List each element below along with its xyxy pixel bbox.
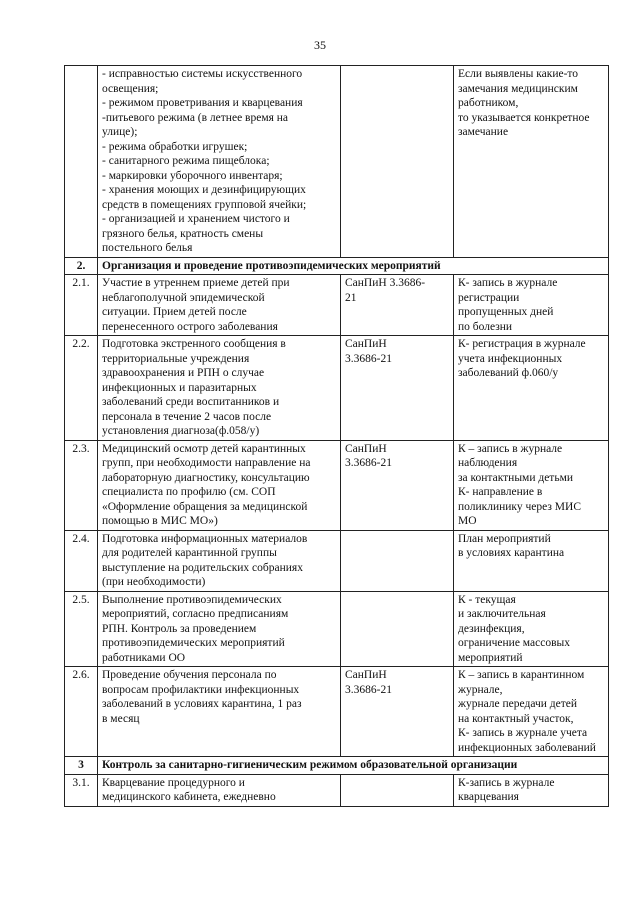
activity-cell-line: специалиста по профилю (см. СОП — [102, 486, 276, 498]
activity-cell-line: Медицинский осмотр детей карантинных — [102, 442, 306, 455]
basis-cell — [341, 774, 454, 806]
note-cell-line: МО — [458, 515, 477, 527]
item-number: 2.5. — [65, 591, 98, 667]
note-cell-line: в условиях карантина — [458, 547, 565, 559]
activity-cell-line: территориальные учреждения — [102, 352, 250, 365]
activity-cell-line: улице); — [102, 126, 138, 138]
activity-cell-line: заболеваний среди воспитанников и — [102, 396, 280, 408]
activity-cell-line: мероприятий, согласно предписаниям — [102, 608, 289, 620]
note-cell-line: пропущенных дней — [458, 306, 554, 318]
activity-cell-line: (при необходимости) — [102, 576, 206, 588]
note-cell-line: К- регистрация в журнале — [458, 338, 586, 350]
activity-cell — [98, 530, 341, 591]
activity-cell-line: средств в помещениях групповой ячейки; — [102, 198, 307, 211]
item-number: 2.3. — [65, 440, 98, 530]
basis-cell-line: СанПиН — [345, 338, 387, 350]
activity-cell — [98, 591, 341, 667]
table-row — [65, 66, 609, 258]
activity-cell — [98, 275, 341, 336]
basis-cell-line: 21 — [345, 291, 357, 304]
activity-cell-line: Участие в утреннем приеме детей при — [102, 277, 290, 289]
activity-cell-line: - режимом проветривания и кварцевания — [102, 97, 303, 109]
control-plan-table — [64, 65, 609, 807]
activity-cell-line: вопросам профилактики инфекционных — [102, 683, 300, 696]
note-cell-line: инфекционных заболеваний — [458, 741, 596, 754]
note-cell-line: то указывается конкретное — [458, 111, 590, 124]
activity-cell — [98, 336, 341, 441]
activity-cell-line: ситуации. Прием детей после — [102, 306, 247, 318]
note-cell-line: заболеваний ф.060/у — [458, 367, 559, 379]
activity-cell-line: - санитарного режима пищеблока; — [102, 155, 270, 167]
activity-cell-line: работниками ОО — [102, 651, 186, 664]
note-cell-line: К- запись в журнале учета — [458, 727, 588, 739]
table-row — [65, 440, 609, 530]
basis-cell-line: СанПиН — [345, 669, 387, 681]
activity-cell-line: медицинского кабинета, ежедневно — [102, 791, 276, 803]
note-cell-line: дезинфекция, — [458, 622, 525, 635]
note-cell-line: К- запись в журнале — [458, 277, 558, 289]
page-number: 35 — [314, 38, 326, 52]
activity-cell-line: -питьевого режима (в летнее время на — [102, 111, 289, 124]
table-row — [65, 530, 609, 591]
basis-cell — [341, 336, 454, 441]
activity-cell-line: инфекционных и паразитарных — [102, 381, 257, 394]
activity-cell-line: освещения; — [102, 82, 159, 95]
note-cell — [454, 336, 609, 441]
note-cell-line: работником, — [458, 97, 519, 109]
activity-cell-line: постельного белья — [102, 242, 193, 254]
activity-cell — [98, 774, 341, 806]
activity-cell-line: здравоохранения и РПН о случае — [102, 367, 265, 379]
activity-cell-line: персонала в течение 2 часов после — [102, 410, 272, 423]
activity-cell-line: грязного белья, кратность смены — [102, 227, 264, 240]
note-cell-line: Если выявлены какие-то — [458, 68, 579, 80]
basis-cell-line: СанПиН 3.3686- — [345, 277, 426, 289]
note-cell-line: кварцевания — [458, 791, 519, 803]
basis-cell — [341, 66, 454, 258]
basis-cell — [341, 667, 454, 757]
basis-cell-line: 3.3686-21 — [345, 457, 392, 469]
note-cell-line: по болезни — [458, 320, 513, 333]
note-cell-line: К – запись в карантинном — [458, 669, 585, 681]
basis-cell — [341, 275, 454, 336]
note-cell-line: учета инфекционных — [458, 352, 563, 365]
activity-cell-line: Выполнение противоэпидемических — [102, 593, 282, 606]
note-cell-line: журнале, — [458, 683, 503, 696]
activity-cell-line: Подготовка информационных материалов — [102, 532, 308, 545]
activity-cell-line: выступление на родительских собраниях — [102, 561, 303, 574]
basis-cell — [341, 591, 454, 667]
activity-cell-line: Подготовка экстренного сообщения в — [102, 338, 286, 350]
activity-cell-line: - организацией и хранением чистого и — [102, 213, 290, 225]
activity-cell-line: - исправностью системы искусственного — [102, 68, 303, 80]
table-row — [65, 336, 609, 441]
table-body — [65, 66, 609, 807]
note-cell-line: регистрации — [458, 291, 520, 304]
activity-cell-line: групп, при необходимости направление на — [102, 457, 311, 469]
note-cell-line: К-запись в журнале — [458, 776, 555, 789]
basis-cell — [341, 530, 454, 591]
activity-cell — [98, 66, 341, 258]
basis-cell-line: СанПиН — [345, 442, 387, 455]
activity-cell-line: в месяц — [102, 712, 140, 725]
note-cell — [454, 66, 609, 258]
item-number — [65, 66, 98, 258]
note-cell-line: на контактный участок, — [458, 712, 574, 725]
activity-cell-line: помощью в МИС МО») — [102, 515, 218, 527]
note-cell-line: План мероприятий — [458, 532, 551, 545]
table-row — [65, 591, 609, 667]
section-title: Организация и проведение противоэпидемических мероприятий — [98, 257, 609, 275]
section-number: 3 — [65, 757, 98, 775]
note-cell-line: наблюдения — [458, 457, 518, 469]
activity-cell-line: лабораторную диагностику, консультацию — [102, 471, 310, 484]
item-number: 2.2. — [65, 336, 98, 441]
note-cell — [454, 530, 609, 591]
note-cell-line: ограничение массовых — [458, 637, 570, 649]
activity-cell-line: Кварцевание процедурного и — [102, 776, 245, 789]
section-title: Контроль за санитарно-гигиеническим режимом образовательной организации — [98, 757, 609, 775]
activity-cell-line: Проведение обучения персонала по — [102, 669, 277, 681]
activity-cell-line: для родителей карантинной группы — [102, 547, 277, 559]
note-cell-line: замечание — [458, 126, 509, 138]
basis-cell-line: 3.3686-21 — [345, 683, 392, 696]
activity-cell-line: - маркировки уборочного инвентаря; — [102, 169, 283, 182]
note-cell — [454, 591, 609, 667]
note-cell — [454, 440, 609, 530]
note-cell-line: К- направление в — [458, 486, 543, 498]
note-cell — [454, 275, 609, 336]
note-cell-line: К – запись в журнале — [458, 442, 563, 455]
note-cell-line: за контактными детьми — [458, 471, 574, 484]
note-cell-line: журнале передачи детей — [458, 698, 578, 710]
section-number: 2. — [65, 257, 98, 275]
activity-cell-line: РПН. Контроль за проведением — [102, 622, 257, 635]
section-row — [65, 257, 609, 275]
note-cell-line: поликлинику через МИС — [458, 500, 581, 513]
item-number: 2.1. — [65, 275, 98, 336]
activity-cell-line: неблагополучной эпидемической — [102, 291, 265, 304]
basis-cell-line: 3.3686-21 — [345, 352, 392, 365]
activity-cell-line: - режима обработки игрушек; — [102, 140, 248, 153]
note-cell — [454, 667, 609, 757]
activity-cell-line: установления диагноза(ф.058/у) — [102, 425, 260, 437]
note-cell — [454, 774, 609, 806]
note-cell-line: мероприятий — [458, 651, 523, 664]
basis-cell — [341, 440, 454, 530]
item-number: 2.6. — [65, 667, 98, 757]
activity-cell-line: перенесенного острого заболевания — [102, 320, 278, 333]
activity-cell-line: противоэпидемических мероприятий — [102, 637, 285, 649]
table-row — [65, 774, 609, 806]
item-number: 3.1. — [65, 774, 98, 806]
section-row — [65, 757, 609, 775]
activity-cell-line: заболеваний в условиях карантина, 1 раз — [102, 698, 302, 710]
activity-cell — [98, 667, 341, 757]
activity-cell — [98, 440, 341, 530]
note-cell-line: К - текущая — [458, 593, 516, 606]
table-row — [65, 275, 609, 336]
table-row — [65, 667, 609, 757]
activity-cell-line: - хранения моющих и дезинфицирующих — [102, 184, 306, 196]
note-cell-line: и заключительная — [458, 608, 546, 620]
activity-cell-line: «Оформление обращения за медицинской — [102, 500, 308, 513]
item-number: 2.4. — [65, 530, 98, 591]
note-cell-line: замечания медицинским — [458, 82, 578, 95]
